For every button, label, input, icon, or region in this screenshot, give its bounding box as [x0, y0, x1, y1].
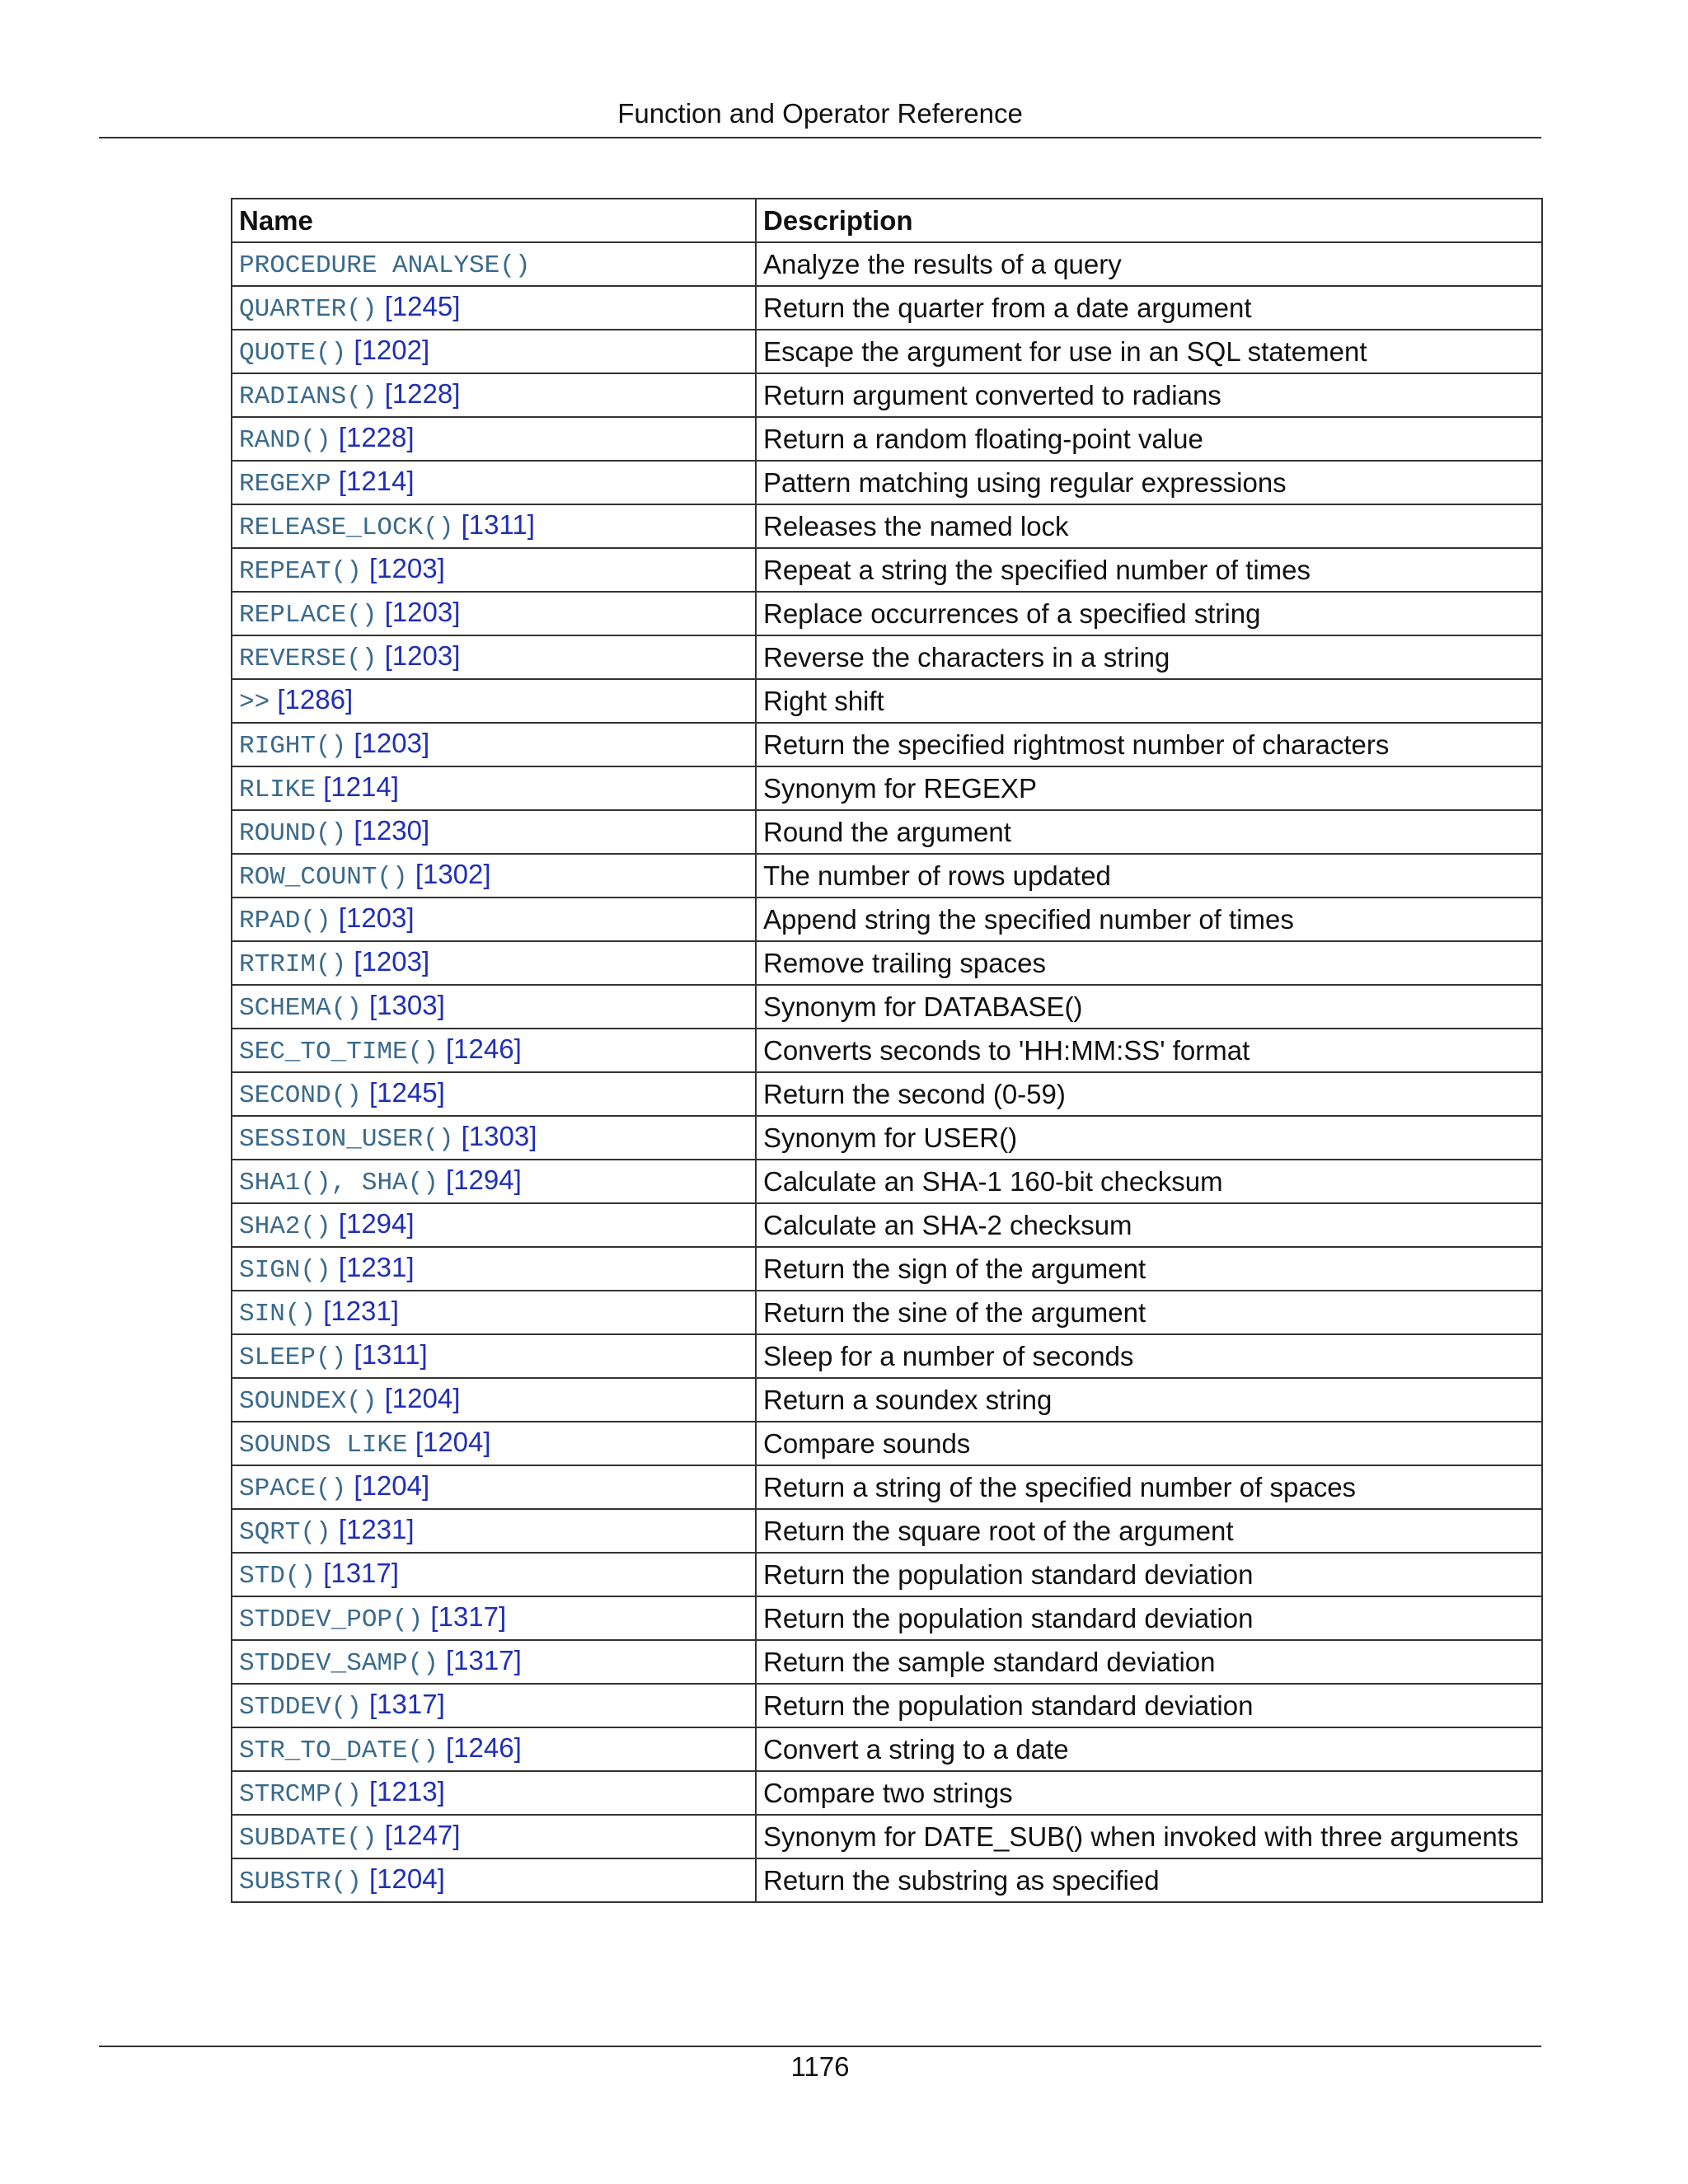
table-row	[232, 1422, 1542, 1465]
function-name-link[interactable]: >>	[239, 687, 270, 717]
page-reference-link[interactable]: [1294]	[446, 1164, 522, 1195]
table-row	[232, 1815, 1542, 1858]
function-name-cell	[232, 1465, 756, 1509]
function-name-link[interactable]: SLEEP()	[239, 1343, 347, 1372]
function-name-link[interactable]: SUBDATE()	[239, 1823, 377, 1853]
function-name-cell	[232, 766, 756, 810]
function-description-cell: Return the population standard deviation	[756, 1553, 1542, 1596]
function-name-link[interactable]: STD()	[239, 1561, 316, 1591]
function-name-link[interactable]: STDDEV()	[239, 1692, 362, 1722]
table-row	[232, 1684, 1542, 1727]
function-name-cell	[232, 854, 756, 898]
function-description-cell: Return the specified rightmost number of characters	[756, 723, 1542, 766]
function-description-cell: Reverse the characters in a string	[756, 635, 1542, 679]
function-name-cell	[232, 1334, 756, 1378]
page-reference-link[interactable]: [1245]	[384, 290, 461, 321]
function-description-cell: Append string the specified number of times	[756, 898, 1542, 941]
page-reference-link[interactable]: [1317]	[369, 1688, 445, 1719]
page-reference-link[interactable]: [1228]	[338, 421, 415, 452]
function-name-cell	[232, 1116, 756, 1160]
page-reference-link[interactable]: [1204]	[415, 1426, 491, 1457]
function-name-cell	[232, 1815, 756, 1858]
function-description-cell: Right shift	[756, 679, 1542, 723]
function-name-link[interactable]: QUOTE()	[239, 338, 347, 368]
function-description-cell: Escape the argument for use in an SQL statement	[756, 330, 1542, 373]
page-reference-link[interactable]: [1204]	[354, 1469, 430, 1501]
function-name-cell	[232, 898, 756, 941]
table-row	[232, 1378, 1542, 1422]
function-name-cell	[232, 1727, 756, 1771]
function-name-cell	[232, 723, 756, 766]
page-reference-link[interactable]: [1203]	[338, 902, 415, 933]
table-row	[232, 1247, 1542, 1291]
function-description-cell: Synonym for REGEXP	[756, 766, 1542, 810]
function-name-link[interactable]: RTRIM()	[239, 949, 347, 979]
function-name-cell	[232, 461, 756, 504]
function-name-link[interactable]: REGEXP	[239, 469, 331, 499]
header-rule	[99, 137, 1541, 138]
page-reference-link[interactable]: [1231]	[338, 1251, 415, 1282]
function-description-cell: Releases the named lock	[756, 504, 1542, 548]
function-name-link[interactable]: SPACE()	[239, 1474, 347, 1503]
function-description-cell: Compare two strings	[756, 1771, 1542, 1815]
function-name-cell	[232, 1509, 756, 1553]
function-name-link[interactable]: SQRT()	[239, 1517, 331, 1547]
function-name-cell	[232, 679, 756, 723]
table-row	[232, 1596, 1542, 1640]
function-name-link[interactable]: SHA2()	[239, 1212, 331, 1241]
function-name-link[interactable]: STDDEV_POP()	[239, 1605, 424, 1634]
function-description-cell: Pattern matching using regular expressions	[756, 461, 1542, 504]
page-number: 1176	[790, 2051, 850, 2082]
page-reference-link[interactable]: [1317]	[446, 1644, 522, 1675]
function-description-cell: Return the sine of the argument	[756, 1291, 1542, 1334]
page-reference-link[interactable]: [1303]	[369, 989, 445, 1020]
table-row	[232, 286, 1542, 330]
page-reference-link[interactable]: [1311]	[354, 1338, 428, 1370]
function-description-cell: Return argument converted to radians	[756, 373, 1542, 417]
function-name-link[interactable]: SHA1()	[239, 1168, 331, 1197]
page-reference-link[interactable]: [1203]	[369, 552, 445, 583]
page-reference-link[interactable]: [1203]	[384, 596, 461, 627]
page-reference-link[interactable]: [1317]	[430, 1601, 507, 1632]
table-row	[232, 766, 1542, 810]
function-name-cell	[232, 1291, 756, 1334]
function-name-link[interactable]: SOUNDS LIKE	[239, 1430, 408, 1460]
function-description-cell: Return a random floating-point value	[756, 417, 1542, 461]
function-name-cell	[232, 810, 756, 854]
function-name-link[interactable]: REVERSE()	[239, 644, 377, 673]
function-name-link[interactable]: SEC_TO_TIME()	[239, 1037, 438, 1066]
table-row	[232, 898, 1542, 941]
function-name-link[interactable]: SIN()	[239, 1299, 316, 1329]
table-row	[232, 1029, 1542, 1072]
table-row	[232, 1160, 1542, 1203]
function-name-link[interactable]: SESSION_USER()	[239, 1124, 454, 1154]
table-row	[232, 1465, 1542, 1509]
page-reference-link[interactable]: [1214]	[323, 771, 399, 802]
page-reference-link[interactable]: [1203]	[384, 640, 461, 671]
function-name-cell	[232, 242, 756, 286]
table-row	[232, 242, 1542, 286]
function-name-cell	[232, 1640, 756, 1684]
function-name-link[interactable]: RPAD()	[239, 906, 331, 935]
table-row	[232, 461, 1542, 504]
function-name-link[interactable]: SHA()	[361, 1168, 438, 1197]
table-row	[232, 373, 1542, 417]
function-name-link[interactable]: REPLACE()	[239, 600, 377, 630]
function-name-cell	[232, 1858, 756, 1902]
table-row	[232, 854, 1542, 898]
page-reference-link[interactable]: [1202]	[354, 334, 430, 365]
table-row	[232, 330, 1542, 373]
function-description-cell: Return the sign of the argument	[756, 1247, 1542, 1291]
page-reference-link[interactable]: [1228]	[384, 377, 461, 409]
table-row	[232, 1334, 1542, 1378]
page-reference-link[interactable]: [1213]	[369, 1775, 445, 1807]
function-name-cell	[232, 373, 756, 417]
page-reference-link[interactable]: [1204]	[384, 1382, 461, 1413]
function-name-link[interactable]: REPEAT()	[239, 556, 362, 586]
table-row	[232, 417, 1542, 461]
function-description-cell: Return the population standard deviation	[756, 1596, 1542, 1640]
table-row	[232, 1116, 1542, 1160]
function-name-link[interactable]: ROUND()	[239, 818, 347, 848]
page-reference-link[interactable]: [1231]	[338, 1513, 415, 1544]
column-header-name: Name	[232, 199, 756, 242]
table-row	[232, 592, 1542, 635]
table-row	[232, 1509, 1542, 1553]
function-name-link[interactable]: SCHEMA()	[239, 993, 362, 1023]
function-name-cell	[232, 941, 756, 985]
table-row	[232, 985, 1542, 1029]
function-description-cell: Return the second (0-59)	[756, 1072, 1542, 1116]
function-description-cell: Return the sample standard deviation	[756, 1640, 1542, 1684]
function-description-cell: Synonym for DATABASE()	[756, 985, 1542, 1029]
function-description-cell: Return the square root of the argument	[756, 1509, 1542, 1553]
page-reference-link[interactable]: [1231]	[323, 1295, 399, 1326]
function-name-link[interactable]: STDDEV_SAMP()	[239, 1648, 438, 1678]
function-description-cell: Return a string of the specified number of spaces	[756, 1465, 1542, 1509]
function-name-cell	[232, 1072, 756, 1116]
function-name-cell	[232, 1684, 756, 1727]
page-reference-link[interactable]: [1214]	[338, 465, 415, 496]
footer-rule	[99, 2046, 1541, 2047]
function-name-cell	[232, 504, 756, 548]
function-name-link[interactable]: STRCMP()	[239, 1779, 362, 1809]
function-description-cell: Round the argument	[756, 810, 1542, 854]
function-name-link[interactable]: RAND()	[239, 425, 331, 455]
function-name-link[interactable]: SIGN()	[239, 1255, 331, 1285]
function-description-cell: Calculate an SHA-2 checksum	[756, 1203, 1542, 1247]
page-reference-link[interactable]: [1311]	[461, 509, 535, 540]
function-name-link[interactable]: SUBSTR()	[239, 1867, 362, 1896]
function-description-cell: Sleep for a number of seconds	[756, 1334, 1542, 1378]
table-row	[232, 941, 1542, 985]
function-description-cell: Remove trailing spaces	[756, 941, 1542, 985]
function-name-link[interactable]: ROW_COUNT()	[239, 862, 408, 892]
function-name-cell	[232, 985, 756, 1029]
function-description-cell: Return the population standard deviation	[756, 1684, 1542, 1727]
function-reference-table	[231, 198, 1543, 1903]
table-row	[232, 679, 1542, 723]
function-name-cell	[232, 417, 756, 461]
page-reference-link[interactable]: [1246]	[446, 1033, 522, 1064]
table-row	[232, 1640, 1542, 1684]
function-name-cell	[232, 1422, 756, 1465]
function-name-cell	[232, 1378, 756, 1422]
function-name-link[interactable]: QUARTER()	[239, 294, 377, 324]
table-body	[232, 242, 1542, 1902]
function-name-cell	[232, 635, 756, 679]
function-name-cell	[232, 330, 756, 373]
page-reference-link[interactable]: [1286]	[277, 683, 354, 715]
table-row	[232, 1771, 1542, 1815]
table-row	[232, 1072, 1542, 1116]
page-reference-link[interactable]: [1302]	[415, 858, 491, 889]
function-name-link[interactable]: RELEASE_LOCK()	[239, 513, 454, 542]
function-description-cell: Convert a string to a date	[756, 1727, 1542, 1771]
table-row	[232, 635, 1542, 679]
page-reference-link[interactable]: [1245]	[369, 1076, 445, 1108]
function-description-cell: Converts seconds to 'HH:MM:SS' format	[756, 1029, 1542, 1072]
function-name-cell	[232, 1247, 756, 1291]
function-name-cell	[232, 1203, 756, 1247]
function-description-cell: Synonym for DATE_SUB() when invoked with three arguments	[756, 1815, 1542, 1858]
function-description-cell: Return the substring as specified	[756, 1858, 1542, 1902]
function-name-cell	[232, 592, 756, 635]
function-description-cell: Return a soundex string	[756, 1378, 1542, 1422]
function-name-link[interactable]: RIGHT()	[239, 731, 347, 761]
page-reference-link[interactable]: [1247]	[384, 1819, 461, 1850]
column-header-description: Description	[756, 199, 1542, 242]
table-row	[232, 504, 1542, 548]
function-name-link[interactable]: STR_TO_DATE()	[239, 1736, 438, 1765]
page-reference-link[interactable]: [1203]	[354, 945, 430, 977]
table-row	[232, 1203, 1542, 1247]
table-header-row	[232, 199, 1542, 242]
page-reference-link[interactable]: [1203]	[354, 727, 430, 758]
function-name-cell	[232, 1771, 756, 1815]
function-name-link[interactable]: SOUNDEX()	[239, 1386, 377, 1416]
page-reference-link[interactable]: [1294]	[338, 1207, 415, 1239]
page-reference-link[interactable]: [1246]	[446, 1732, 522, 1763]
function-description-cell: Compare sounds	[756, 1422, 1542, 1465]
table-row	[232, 1727, 1542, 1771]
function-name-link[interactable]: RADIANS()	[239, 382, 377, 411]
name-separator: ,	[331, 1168, 362, 1197]
function-description-cell: Repeat a string the specified number of times	[756, 548, 1542, 592]
page-reference-link[interactable]: [1230]	[354, 814, 430, 846]
function-name-cell	[232, 1596, 756, 1640]
table-row	[232, 1858, 1542, 1902]
function-description-cell: Calculate an SHA-1 160-bit checksum	[756, 1160, 1542, 1203]
page-reference-link[interactable]: [1317]	[323, 1557, 399, 1588]
table-row	[232, 723, 1542, 766]
page-reference-link[interactable]: [1303]	[461, 1120, 537, 1151]
function-description-cell: Return the quarter from a date argument	[756, 286, 1542, 330]
function-name-link[interactable]: RLIKE	[239, 775, 316, 804]
function-description-cell: Synonym for USER()	[756, 1116, 1542, 1160]
function-name-cell	[232, 548, 756, 592]
function-name-cell	[232, 1160, 756, 1203]
table-row	[232, 1553, 1542, 1596]
table-row	[232, 548, 1542, 592]
function-name-cell	[232, 1029, 756, 1072]
function-description-cell: Replace occurrences of a specified string	[756, 592, 1542, 635]
table-row	[232, 1291, 1542, 1334]
page-reference-link[interactable]: [1204]	[369, 1863, 445, 1894]
table-row	[232, 810, 1542, 854]
function-name-link[interactable]: SECOND()	[239, 1080, 362, 1110]
function-description-cell: The number of rows updated	[756, 854, 1542, 898]
function-description-cell: Analyze the results of a query	[756, 242, 1542, 286]
function-name-link[interactable]: PROCEDURE ANALYSE()	[239, 251, 531, 280]
page-header-title: Function and Operator Reference	[617, 98, 1023, 129]
function-name-cell	[232, 1553, 756, 1596]
function-name-cell	[232, 286, 756, 330]
